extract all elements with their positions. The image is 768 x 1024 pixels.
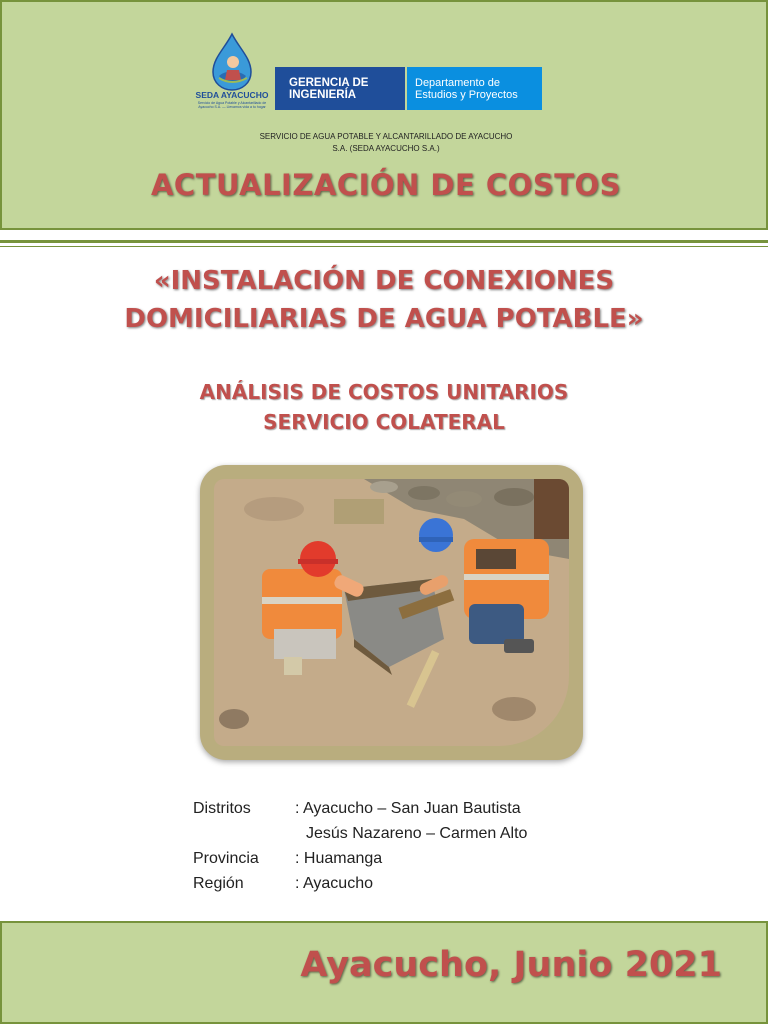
- project-title-line-1: «INSTALACIÓN DE CONEXIONES: [153, 266, 615, 296]
- distritos-value-2: Jesús Nazareno – Carmen Alto: [306, 825, 528, 842]
- photo-frame: [200, 465, 583, 760]
- servicio-line-1: SERVICIO DE AGUA POTABLE Y ALCANTARILLADO DE AYACUCHO: [259, 132, 513, 141]
- departamento-label: Departamento de Estudios y Proyectos: [415, 77, 518, 101]
- logo-name: SEDA AYACUCHO: [195, 90, 269, 100]
- header-band: [0, 0, 768, 230]
- workers-installing-connection-image: [214, 479, 569, 746]
- provincia-row: [193, 850, 593, 875]
- distritos-row: [193, 800, 593, 825]
- region-value: : Ayacucho: [295, 875, 373, 892]
- location-info: [193, 800, 593, 900]
- provincia-value: : Huamanga: [295, 850, 383, 867]
- subtitle-line-1: ANÁLISIS DE COSTOS UNITARIOS: [199, 380, 569, 404]
- project-title: [0, 262, 768, 338]
- place-date: Ayacucho, Junio 2021: [300, 945, 722, 985]
- logo-tagline: Servicio de Agua Potable y Alcantarillado de Ayacucho S.A. — Llevamos vida a tu hogar: [197, 101, 267, 109]
- departamento-box: [407, 67, 542, 110]
- project-title-line-2: DOMICILIARIAS DE AGUA POTABLE»: [124, 304, 644, 334]
- footer-band: [0, 921, 768, 1024]
- page-title: ACTUALIZACIÓN DE COSTOS: [150, 168, 622, 202]
- region-label: Región: [193, 875, 244, 892]
- gerencia-box: [275, 67, 405, 110]
- gerencia-label: GERENCIA DE INGENIERÍA: [289, 77, 369, 101]
- workers-photo: [214, 479, 569, 746]
- divider-line: [0, 240, 768, 247]
- servicio-line-2: S.A. (SEDA AYACUCHO S.A.): [332, 144, 440, 153]
- region-row: [193, 875, 593, 900]
- subtitle-line-2: SERVICIO COLATERAL: [263, 410, 505, 434]
- water-drop-icon: [189, 32, 275, 92]
- subtitle: [0, 377, 768, 437]
- distritos-value-1: : Ayacucho – San Juan Bautista: [295, 800, 521, 817]
- seda-ayacucho-logo: [189, 32, 275, 114]
- servicio-text: [2, 131, 768, 155]
- distritos-row-2: [193, 825, 593, 850]
- logo-row: [189, 32, 549, 114]
- distritos-label: Distritos: [193, 800, 251, 817]
- provincia-label: Provincia: [193, 850, 259, 867]
